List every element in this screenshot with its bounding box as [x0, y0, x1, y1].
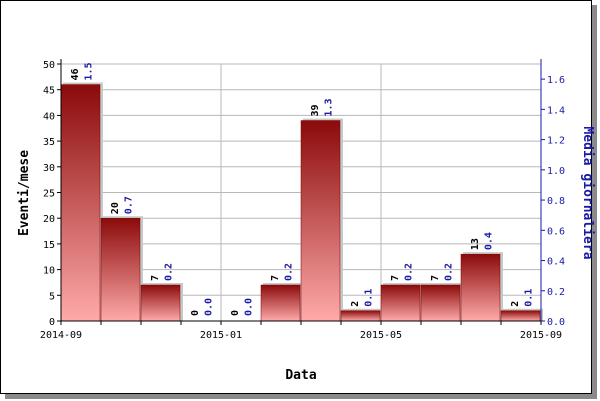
y-right-tick-label-8: 1.6 — [547, 75, 566, 87]
x-tick-label-3: 2015-09 — [519, 330, 563, 341]
y-left-tick-label-4: 20 — [42, 214, 55, 226]
y-right-tick-label-4: 0.8 — [547, 196, 566, 208]
x-axis-title: Data — [285, 368, 317, 383]
y-left-tick-label-1: 5 — [48, 291, 55, 303]
bar-daily-label-10: 0.4 — [483, 232, 495, 251]
bar-value-label-5: 7 — [270, 274, 282, 282]
x-tick-label-2: 2015-05 — [359, 330, 403, 341]
y-left-tick-label-5: 25 — [42, 188, 55, 200]
y-right-tick-label-1: 0.2 — [547, 286, 566, 298]
bar-value-label-0: 46 — [70, 68, 82, 81]
bar-daily-label-11: 0.1 — [523, 288, 535, 307]
bar-value-label-1: 20 — [110, 202, 122, 215]
bar-daily-label-8: 0.2 — [403, 262, 415, 282]
y-right-tick-label-3: 0.6 — [547, 226, 566, 238]
bar-9 — [421, 285, 460, 321]
bar-value-label-6: 39 — [310, 104, 322, 117]
y-left-tick-label-7: 35 — [42, 137, 55, 149]
chart — [1, 1, 600, 401]
y-right-tick-label-7: 1.4 — [547, 105, 566, 117]
bar-daily-label-6: 1.3 — [323, 98, 335, 117]
bar-daily-label-0: 1.5 — [83, 62, 95, 81]
bar-daily-label-2: 0.2 — [163, 262, 175, 282]
bar-1 — [101, 218, 140, 321]
bar-value-label-9: 7 — [430, 274, 442, 282]
bar-value-label-11: 2 — [510, 300, 522, 307]
bar-11 — [501, 311, 540, 321]
bar-value-label-4: 0 — [230, 309, 242, 316]
bar-daily-label-5: 0.2 — [283, 262, 295, 282]
y-left-tick-label-8: 40 — [42, 111, 55, 123]
y-right-tick-label-2: 0.4 — [547, 256, 566, 268]
bar-value-label-7: 2 — [350, 300, 362, 307]
y-right-tick-label-0: 0.0 — [547, 317, 566, 328]
bar-5 — [261, 285, 300, 321]
bar-daily-label-1: 0.7 — [123, 196, 135, 215]
bar-2 — [141, 285, 180, 321]
y-axis-right-title: Media giornaliera — [580, 126, 595, 260]
y-left-tick-label-2: 10 — [42, 265, 55, 277]
bar-value-label-8: 7 — [390, 274, 402, 282]
bar-value-label-2: 7 — [150, 274, 162, 282]
y-axis-left-title: Eventi/mese — [17, 149, 32, 237]
y-left-tick-label-10: 50 — [42, 60, 55, 71]
y-left-tick-label-9: 45 — [42, 85, 55, 97]
x-tick-label-0: 2014-09 — [39, 330, 83, 341]
y-left-tick-label-6: 30 — [42, 162, 55, 174]
bar-10 — [461, 254, 500, 321]
bar-0 — [61, 85, 100, 321]
bar-daily-label-3: 0.0 — [203, 297, 215, 316]
bar-value-label-3: 0 — [190, 309, 202, 316]
bar-value-label-10: 13 — [470, 238, 482, 251]
y-left-tick-label-0: 0 — [48, 317, 55, 328]
y-right-tick-label-6: 1.2 — [547, 135, 566, 147]
bar-daily-label-9: 0.2 — [443, 262, 455, 282]
bar-daily-label-4: 0.0 — [243, 297, 255, 316]
y-left-tick-label-3: 15 — [42, 239, 55, 251]
x-tick-label-1: 2015-01 — [199, 330, 243, 341]
bar-8 — [381, 285, 420, 321]
bar-6 — [301, 121, 340, 321]
y-right-tick-label-5: 1.0 — [547, 165, 566, 177]
bar-daily-label-7: 0.1 — [363, 288, 375, 307]
bar-7 — [341, 311, 380, 321]
